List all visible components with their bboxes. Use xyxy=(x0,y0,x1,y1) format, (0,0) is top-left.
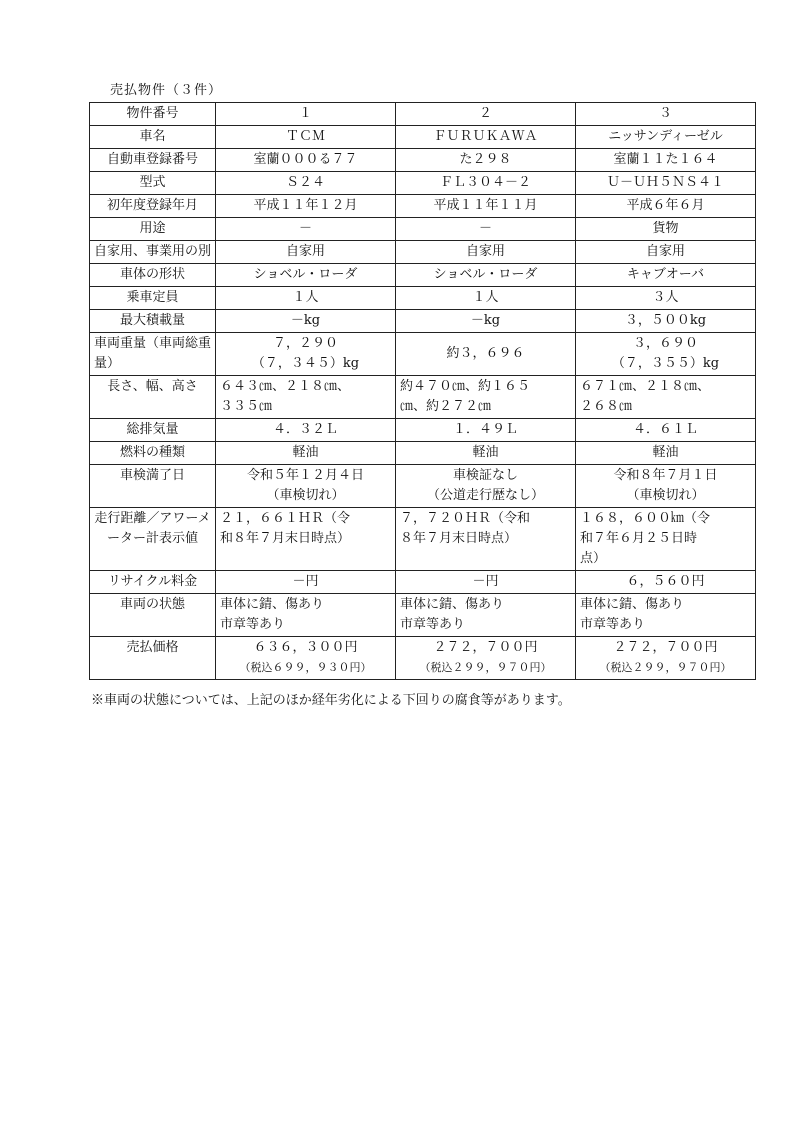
table-cell: １．４９Ｌ xyxy=(396,419,576,442)
cell-line: 和７年６月２５日時 xyxy=(580,531,698,546)
table-cell: 室蘭１１た１６４ xyxy=(576,149,756,172)
table-cell: －kg xyxy=(396,310,576,333)
header-cell: ３ xyxy=(576,103,756,126)
table-cell: ３人 xyxy=(576,287,756,310)
table-cell: ショベル・ローダ xyxy=(216,264,396,287)
table-cell: ＦＬ３０４－２ xyxy=(396,172,576,195)
table-cell: ＦＵＲＵＫＡＷＡ xyxy=(396,126,576,149)
cell-line: ２１，６６１ＨＲ（令 xyxy=(220,511,351,526)
table-cell: 自家用 xyxy=(576,241,756,264)
cell-line: 車体に錆、傷あり xyxy=(580,597,685,612)
cell-line: （車検切れ） xyxy=(266,488,345,503)
cell-line: （７，３５５）kg xyxy=(611,356,720,371)
row-label-use: 用途 xyxy=(90,218,216,241)
cell-line: （公道走行歴なし） xyxy=(426,488,544,503)
table-cell: ６，５６０円 xyxy=(576,571,756,594)
table-cell xyxy=(216,333,396,376)
table-row xyxy=(90,241,756,264)
row-label-price: 売払価格 xyxy=(90,637,216,680)
cell-line: （税込２９９，９７０円） xyxy=(599,661,732,674)
cell-line: ７，７２０ＨＲ（令和 xyxy=(400,511,531,526)
row-label-dimensions: 長さ、幅、高さ xyxy=(90,376,216,419)
table-cell: ニッサンディーゼル xyxy=(576,126,756,149)
table-cell xyxy=(576,637,756,680)
cell-line: 和８年７月末日時点） xyxy=(220,531,351,546)
row-label-displacement: 総排気量 xyxy=(90,419,216,442)
table-cell: 軽油 xyxy=(216,442,396,465)
table-cell xyxy=(216,594,396,637)
table-caption: 売払物件（３件） xyxy=(110,83,223,98)
table-cell: 平成１１年１１月 xyxy=(396,195,576,218)
table-row xyxy=(90,310,756,333)
table-cell xyxy=(576,465,756,508)
row-label-max-load: 最大積載量 xyxy=(90,310,216,333)
table-row xyxy=(90,442,756,465)
cell-line: 市章等あり xyxy=(580,617,646,632)
cell-line: 約４７０㎝、約１６５ xyxy=(400,379,531,394)
row-label-condition: 車両の状態 xyxy=(90,594,216,637)
cell-line: ６７１㎝、２１８㎝、 xyxy=(580,379,711,394)
cell-line: （税込６９９，９３０円） xyxy=(239,661,372,674)
row-label-capacity: 乗車定員 xyxy=(90,287,216,310)
table-cell xyxy=(576,333,756,376)
header-cell: ２ xyxy=(396,103,576,126)
cell-line: ６４３㎝、２１８㎝、 xyxy=(220,379,351,394)
row-label-body-shape: 車体の形状 xyxy=(90,264,216,287)
cell-line: （車検切れ） xyxy=(626,488,705,503)
table-cell: ３，５００kg xyxy=(576,310,756,333)
cell-line: 令和８年７月１日 xyxy=(613,468,718,483)
cell-line: ８年７月末日時点） xyxy=(400,531,518,546)
table-cell: ショベル・ローダ xyxy=(396,264,576,287)
table-row xyxy=(90,264,756,287)
table-cell xyxy=(576,508,756,571)
row-label-item-no: 物件番号 xyxy=(90,103,216,126)
cell-line: ２６８㎝ xyxy=(580,399,633,414)
table-cell xyxy=(216,637,396,680)
table-row xyxy=(90,218,756,241)
cell-line: ３，６９０ xyxy=(632,336,698,351)
cell-line: 車検証なし xyxy=(452,468,518,483)
table-cell: － xyxy=(216,218,396,241)
table-cell: １人 xyxy=(216,287,396,310)
table-cell xyxy=(396,637,576,680)
row-label-mileage: 走行距離／アワーメーター計表示値 xyxy=(90,508,216,571)
table-cell: 室蘭０００る７７ xyxy=(216,149,396,172)
property-table xyxy=(89,102,756,680)
cell-line: ６３６，３００円 xyxy=(253,640,358,655)
table-cell: ＴＣＭ xyxy=(216,126,396,149)
table-cell: 自家用 xyxy=(396,241,576,264)
row-label-first-reg: 初年度登録年月 xyxy=(90,195,216,218)
table-cell: 自家用 xyxy=(216,241,396,264)
row-label-reg-no: 自動車登録番号 xyxy=(90,149,216,172)
row-label-private-business: 自家用、事業用の別 xyxy=(90,241,216,264)
table-row xyxy=(90,333,756,376)
cell-line: （７，３４５）kg xyxy=(251,356,360,371)
cell-line: 点） xyxy=(580,551,607,566)
cell-line: 車体に錆、傷あり xyxy=(400,597,505,612)
table-row xyxy=(90,419,756,442)
row-label-weight: 車両重量（車両総重量） xyxy=(90,333,216,376)
cell-line: ２７２，７００円 xyxy=(613,640,718,655)
table-row xyxy=(90,149,756,172)
table-cell: 平成６年６月 xyxy=(576,195,756,218)
table-row xyxy=(90,103,756,126)
table-cell: 約３，６９６ xyxy=(396,333,576,376)
table-row xyxy=(90,508,756,571)
table-cell xyxy=(396,594,576,637)
table-row xyxy=(90,637,756,680)
row-label-inspection: 車検満了日 xyxy=(90,465,216,508)
table-cell: Ｓ２４ xyxy=(216,172,396,195)
table-cell xyxy=(576,376,756,419)
cell-line: 車体に錆、傷あり xyxy=(220,597,325,612)
table-cell: 貨物 xyxy=(576,218,756,241)
table-cell: 軽油 xyxy=(396,442,576,465)
cell-line: 市章等あり xyxy=(220,617,286,632)
cell-line: 市章等あり xyxy=(400,617,466,632)
table-cell: た２９８ xyxy=(396,149,576,172)
cell-line: （税込２９９，９７０円） xyxy=(419,661,552,674)
table-row xyxy=(90,594,756,637)
table-cell xyxy=(216,376,396,419)
cell-line: ３３５㎝ xyxy=(220,399,273,414)
table-row xyxy=(90,376,756,419)
table-row xyxy=(90,172,756,195)
row-label-fuel: 燃料の種類 xyxy=(90,442,216,465)
table-row xyxy=(90,465,756,508)
table-cell xyxy=(216,465,396,508)
row-label-recycle-fee: リサイクル料金 xyxy=(90,571,216,594)
table-row xyxy=(90,287,756,310)
table-cell xyxy=(216,508,396,571)
cell-line: １６８，６００㎞（令 xyxy=(580,511,711,526)
footnote: ※車両の状態については、上記のほか経年劣化による下回りの腐食等があります。 xyxy=(91,693,571,708)
table-row xyxy=(90,126,756,149)
table-row xyxy=(90,571,756,594)
table-cell: － xyxy=(396,218,576,241)
row-label-name: 車名 xyxy=(90,126,216,149)
table-cell: １人 xyxy=(396,287,576,310)
table-cell: 軽油 xyxy=(576,442,756,465)
table-cell xyxy=(576,594,756,637)
table-row xyxy=(90,195,756,218)
cell-line: ㎝、約２７２㎝ xyxy=(400,399,492,414)
table-cell: ４．６１Ｌ xyxy=(576,419,756,442)
cell-line: 令和５年１２月４日 xyxy=(246,468,364,483)
table-cell: 平成１１年１２月 xyxy=(216,195,396,218)
table-cell: ４．３２Ｌ xyxy=(216,419,396,442)
cell-line: ７，２９０ xyxy=(272,336,338,351)
table-cell: －kg xyxy=(216,310,396,333)
row-label-model: 型式 xyxy=(90,172,216,195)
table-cell xyxy=(396,376,576,419)
table-cell: Ｕ－ＵＨ５ＮＳ４１ xyxy=(576,172,756,195)
cell-line: ２７２，７００円 xyxy=(433,640,538,655)
table-cell: キャブオーバ xyxy=(576,264,756,287)
table-cell: －円 xyxy=(216,571,396,594)
table-cell xyxy=(396,465,576,508)
table-cell: －円 xyxy=(396,571,576,594)
table-cell xyxy=(396,508,576,571)
header-cell: １ xyxy=(216,103,396,126)
